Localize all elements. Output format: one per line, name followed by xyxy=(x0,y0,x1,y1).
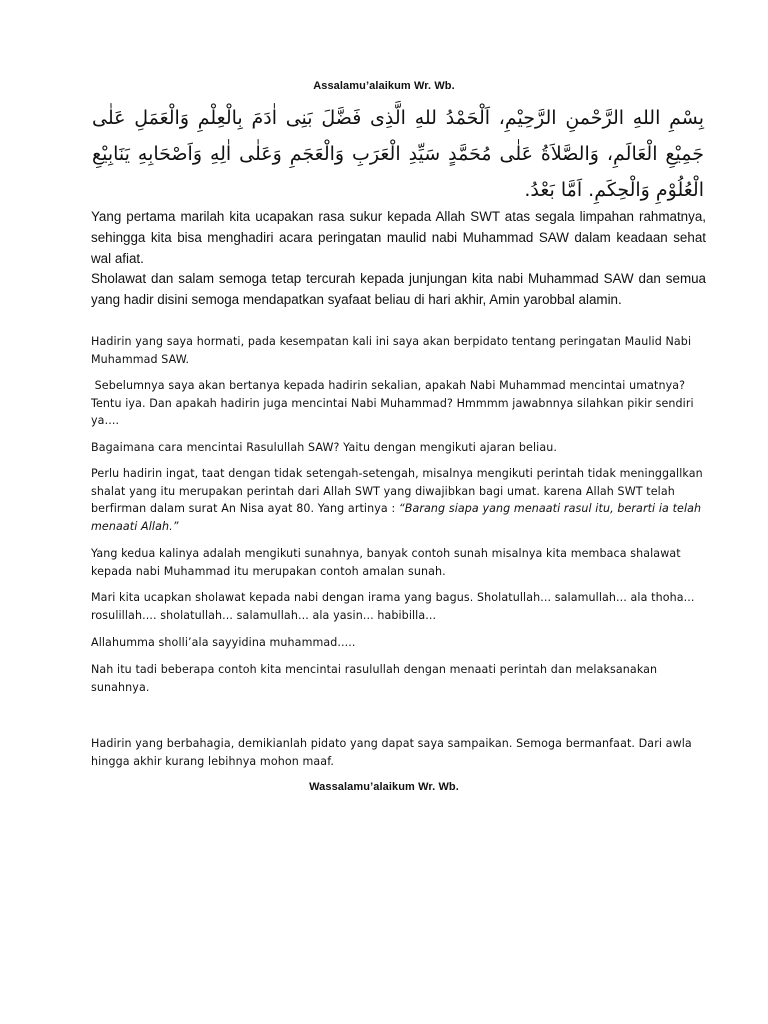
obedience-text: Perlu hadirin ingat, taat dengan tidak setengah-setengah, misalnya mengikuti perintah tidak meninggallkan shalat yang itu merupakan perintah dari Allah SWT yang diwajibkan bagi umat. karena Allah SWT telah berfirman dalam surat An Nisa ayat 80. Yang artinya : xyxy=(91,467,703,515)
paragraph-sholawat: Sholawat dan salam semoga tetap tercurah kepada junjungan kita nabi Muhammad SAW dan semua yang hadir disini semoga mendapatkan syafaat beliau di hari akhir, Amin yarobbal alamin. xyxy=(91,271,706,307)
paragraph-sholawat-chant: Mari kita ucapkan sholawat kepada nabi dengan irama yang bagus. Sholatullah... salamullah... ala thoha... rosulillah.... sholatullah... salamullah... ala yasin... habibilla... xyxy=(91,591,695,622)
quran-quote: “Barang siapa yang menaati rasul itu, berarti ia telah menaati Allah.” xyxy=(91,502,702,533)
paragraph-how-to-love: Bagaimana cara mencintai Rasulullah SAW? Yaitu dengan mengikuti ajaran beliau. xyxy=(91,441,558,454)
paragraph-topic: Hadirin yang saya hormati, pada kesempatan kali ini saya akan berpidato tentang peringatan Maulid Nabi Muhammad SAW. xyxy=(91,335,692,366)
paragraph-sunnah: Yang kedua kalinya adalah mengikuti sunahnya, banyak contoh sunah misalnya kita membaca shalawat kepada nabi Muhammad itu merupakan contoh amalan sunah. xyxy=(91,547,681,578)
paragraph-allahumma: Allahumma sholli’ala sayyidina muhammad..... xyxy=(91,636,356,649)
paragraph-gratitude: Yang pertama marilah kita ucapakan rasa sukur kepada Allah SWT atas segala limpahan rahmatnya, sehingga kita bisa menghadiri acara peringatan maulid nabi Muhammad SAW dalam keadaan sehat wal afiat. xyxy=(91,209,706,266)
paragraph-question: Sebelumnya saya akan bertanya kepada hadirin sekalian, apakah Nabi Muhammad mencintai umatnya? Tentu iya. Dan apakah hadirin juga mencintai Nabi Muhammad? Hmmmm jawabnnya silahkan pikir sendiri ya.... xyxy=(91,379,698,427)
paragraph-closing-remarks: Hadirin yang berbahagia, demikianlah pidato yang dapat saya sampaikan. Semoga bermanfaat. Dari awla hingga akhir kurang lebihnya mohon maaf. xyxy=(91,737,692,768)
paragraph-conclusion: Nah itu tadi beberapa contoh kita mencintai rasulullah dengan menaati perintah dan melaksanakan sunahnya. xyxy=(91,663,658,694)
arabic-introduction: بِسْمِ اللهِ الرَّحْمنِ الرَّحِيْمِ، اَلْحَمْدُ للهِ الَّذِى فَضَّلَ بَنِى اٰدَمَ بِالْعِلْمِ وَالْعَمَلِ عَلٰى جَمِيْعِ الْعَالَمِ، وَالصَّلاَةُ عَلٰى مُحَمَّدٍ سَيِّدِ الْعَرَبِ وَالْعَجَمِ وَعَلٰى اٰلِهِ وَاَصْحَابِهِ يَنَابِيْعِ الْعُلُوْمِ وَالْحِكَمِ. اَمَّا بَعْدُ. xyxy=(92,107,704,201)
paragraph-obedience xyxy=(91,465,711,535)
closing-greeting: Wassalamu’alaikum Wr. Wb. xyxy=(309,781,459,793)
opening-greeting: Assalamu’alaikum Wr. Wb. xyxy=(313,80,455,92)
